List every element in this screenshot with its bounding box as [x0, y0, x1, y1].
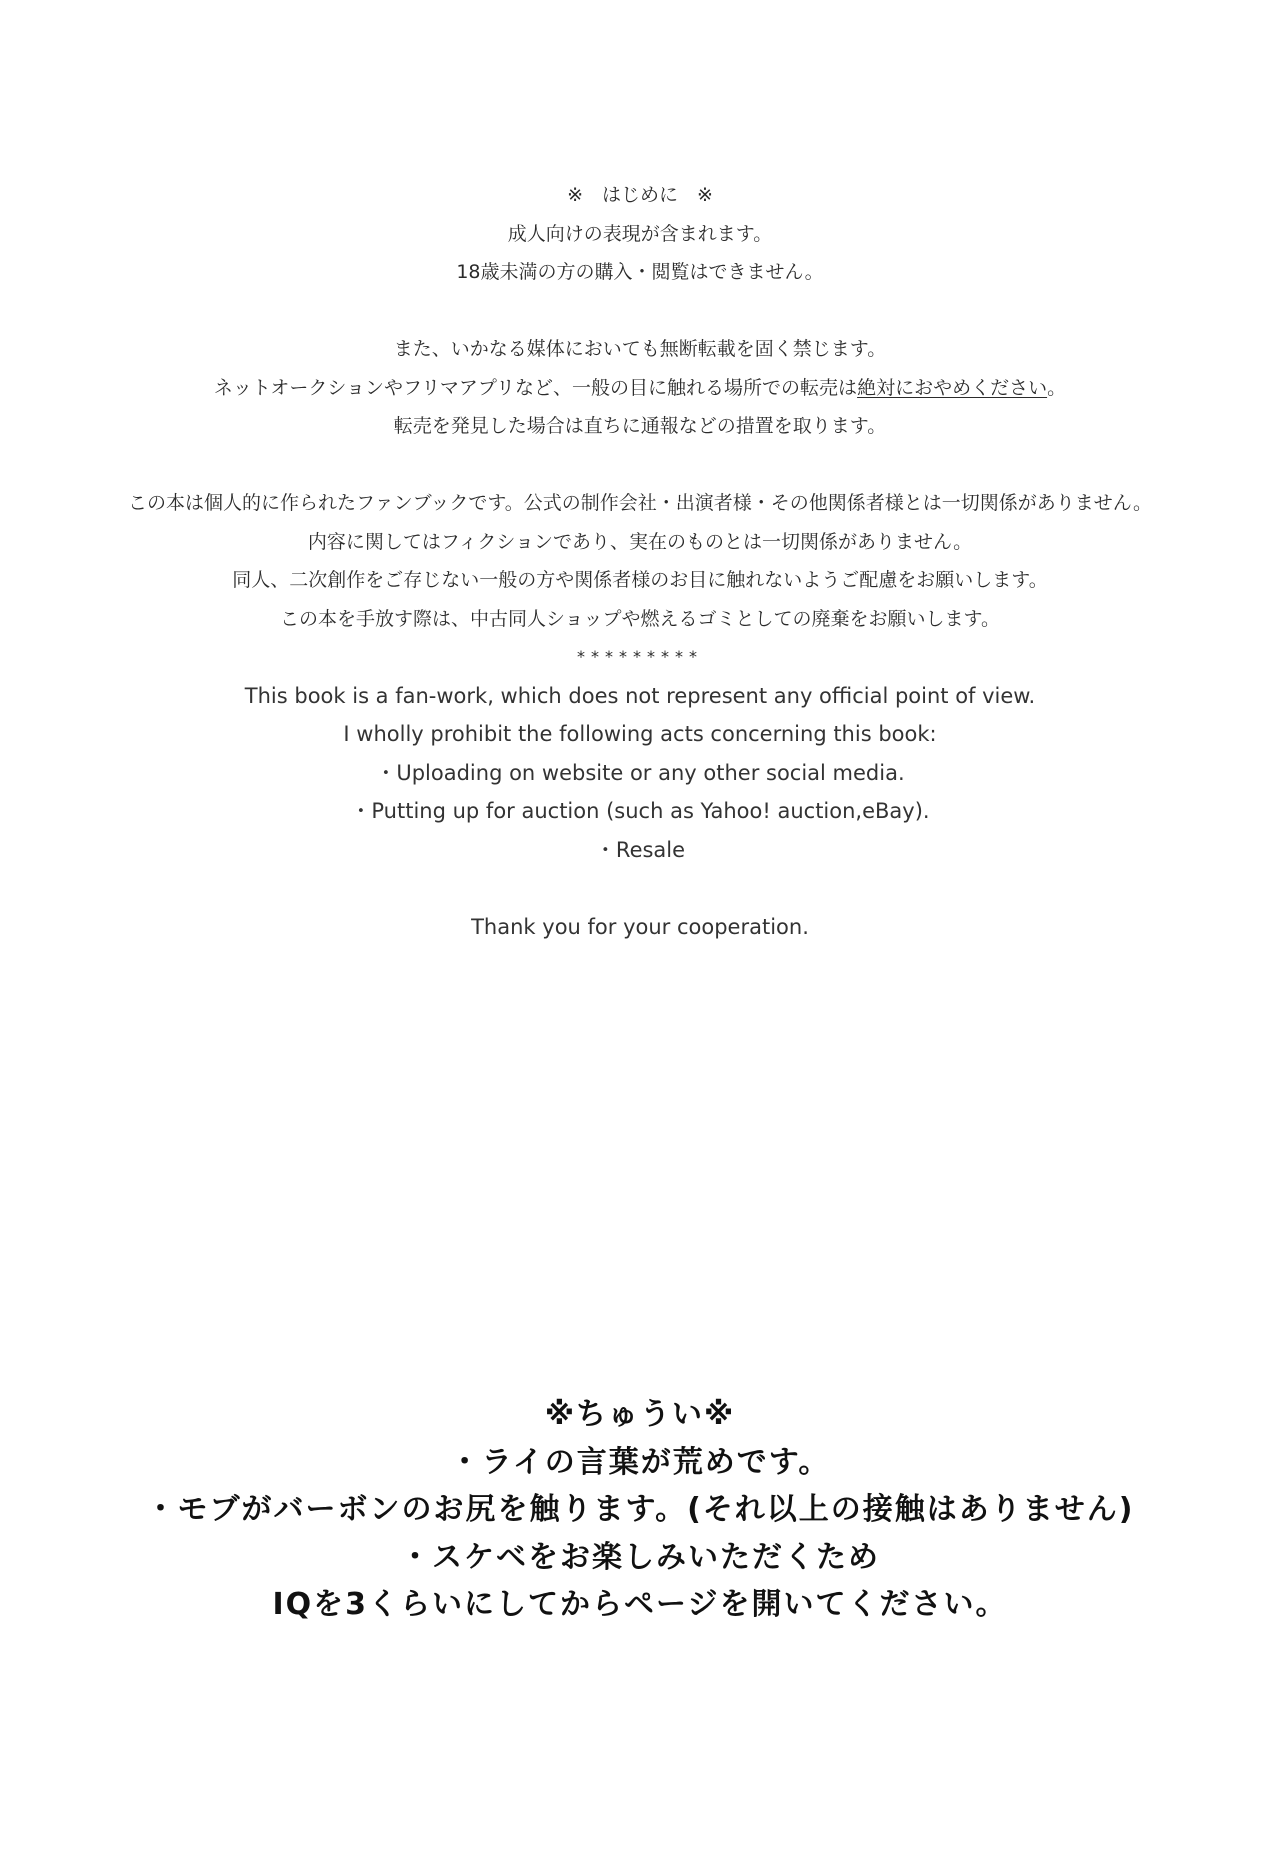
english-disclaimer-line-1: This book is a fan-work, which does not represent any official point of view.: [244, 683, 1036, 708]
spacer: [0, 446, 1280, 485]
separator: *********: [577, 647, 703, 666]
adult-warning-line-2: 18歳未満の方の購入・閲覧はできません。: [456, 261, 824, 283]
caution-item-2: ・モブがバーボンのお尻を触ります。(それ以上の接触はありません): [145, 1492, 1135, 1527]
notice-section: [0, 176, 1280, 946]
caution-item-1: ・ライの言葉が荒めです。: [449, 1444, 831, 1480]
reproduction-warning-line-2: [0, 369, 1280, 408]
resale-text: ネットオークションやフリマアプリなど、一般の目に触れる場所での転売は: [213, 376, 858, 399]
caution-section: [0, 1391, 1280, 1629]
adult-warning-line-1: 成人向けの表現が含まれます。: [507, 222, 773, 245]
fanbook-disclaimer-line-4: この本を手放す際は、中古同人ショップや燃えるゴミとしての廃棄をお願いします。: [279, 607, 1001, 630]
english-disclaimer-item-upload: ・Uploading on website or any other social media.: [375, 760, 905, 785]
resale-prohibition-emphasis: 絶対におやめください: [857, 376, 1048, 399]
thanks-line: Thank you for your cooperation.: [471, 914, 809, 939]
english-disclaimer-line-2: I wholly prohibit the following acts concerning this book:: [343, 722, 937, 746]
notice-heading: ※ はじめに ※: [567, 184, 713, 206]
fanbook-disclaimer-line-1: この本は個人的に作られたファンブックです。公式の制作会社・出演者様・その他関係者様とは一切関係がありません。: [128, 492, 1152, 514]
reproduction-warning-line-1: また、いかなる媒体においても無断転載を固く禁じます。: [393, 338, 887, 360]
caution-heading: ※ちゅうい※: [544, 1397, 736, 1432]
caution-item-3: ・スケベをお楽しみいただくため: [400, 1539, 880, 1575]
fanbook-disclaimer-line-2: 内容に関してはフィクションであり、実在のものとは一切関係がありません。: [307, 530, 973, 553]
resale-text-end: 。: [1047, 376, 1067, 399]
spacer: [0, 292, 1280, 331]
fanbook-disclaimer-line-3: 同人、二次創作をご存じない一般の方や関係者様のお目に触れないようご配慮をお願いします。: [232, 569, 1048, 591]
caution-item-4: IQを3くらいにしてからページを開いてください。: [272, 1587, 1008, 1622]
english-disclaimer-item-auction: ・Putting up for auction (such as Yahoo! auction,eBay).: [350, 799, 930, 823]
english-disclaimer-item-resale: ・Resale: [594, 837, 686, 862]
reproduction-warning-line-3: 転売を発見した場合は直ちに通報などの措置を取ります。: [393, 415, 887, 437]
spacer: [0, 869, 1280, 908]
